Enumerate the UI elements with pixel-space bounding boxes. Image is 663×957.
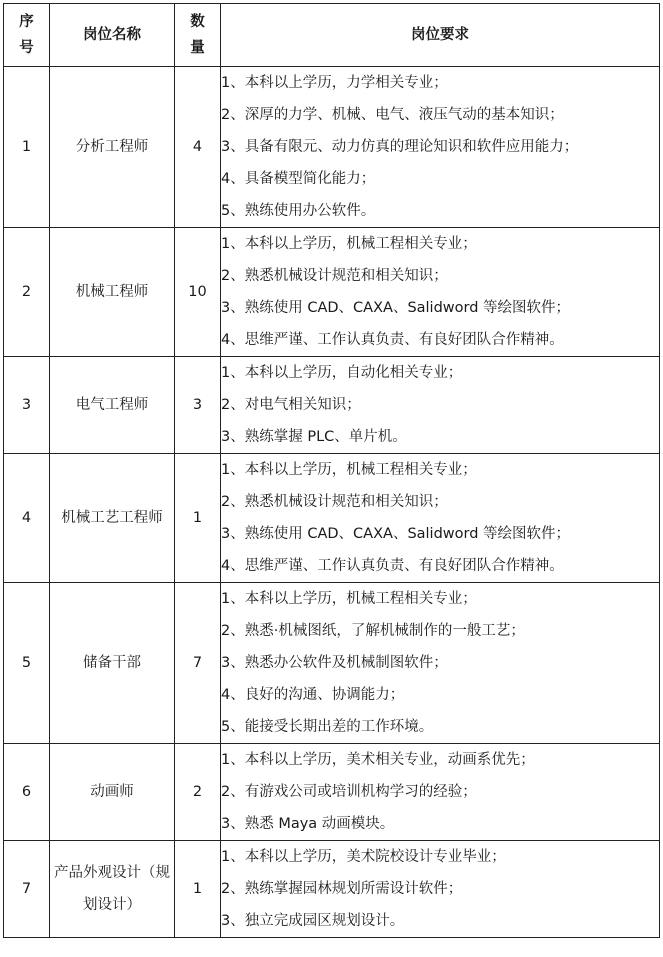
requirement-item: 1、本科以上学历，机械工程相关专业； bbox=[221, 591, 477, 607]
requirements-cell bbox=[221, 454, 660, 583]
requirement-item: 3、独立完成园区规划设计。 bbox=[221, 913, 405, 929]
requirement-item: 3、熟悉办公软件及机械制图软件； bbox=[221, 655, 448, 671]
table-row bbox=[4, 583, 660, 744]
headcount: 10 bbox=[175, 228, 221, 357]
requirement-item: 1、本科以上学历，力学相关专业； bbox=[221, 75, 448, 91]
table-row bbox=[4, 454, 660, 583]
requirement-item: 2、熟悉机械设计规范和相关知识； bbox=[221, 494, 448, 510]
row-number: 6 bbox=[4, 744, 50, 841]
table-row bbox=[4, 67, 660, 228]
header-requirements: 岗位要求 bbox=[221, 4, 660, 67]
row-number: 3 bbox=[4, 357, 50, 454]
requirement-item: 4、具备模型简化能力； bbox=[221, 171, 376, 187]
requirement-item: 3、熟练掌握 PLC、单片机。 bbox=[221, 429, 407, 445]
row-number: 2 bbox=[4, 228, 50, 357]
row-number: 7 bbox=[4, 841, 50, 938]
requirement-item: 1、本科以上学历，机械工程相关专业； bbox=[221, 236, 477, 252]
requirement-item: 2、熟悉·机械图纸，了解机械制作的一般工艺； bbox=[221, 623, 525, 639]
job-title: 机械工艺工程师 bbox=[50, 454, 175, 583]
job-title: 电气工程师 bbox=[50, 357, 175, 454]
requirement-item: 1、本科以上学历，美术院校设计专业毕业； bbox=[221, 849, 506, 865]
requirement-item: 2、熟练掌握园林规划所需设计软件； bbox=[221, 881, 463, 897]
job-title: 储备干部 bbox=[50, 583, 175, 744]
header-number: 序 号 bbox=[4, 4, 50, 67]
requirements-cell bbox=[221, 357, 660, 454]
requirements-cell bbox=[221, 228, 660, 357]
table-row bbox=[4, 357, 660, 454]
requirement-item: 1、本科以上学历，自动化相关专业； bbox=[221, 365, 463, 381]
requirement-item: 5、能接受长期出差的工作环境。 bbox=[221, 719, 434, 735]
headcount: 3 bbox=[175, 357, 221, 454]
requirement-item: 4、思维严谨、工作认真负责、有良好团队合作精神。 bbox=[221, 332, 564, 348]
job-title: 机械工程师 bbox=[50, 228, 175, 357]
requirement-item: 3、具备有限元、动力仿真的理论知识和软件应用能力； bbox=[221, 139, 579, 155]
job-title: 产品外观设计（规划设计） bbox=[50, 841, 175, 938]
requirements-cell bbox=[221, 67, 660, 228]
requirement-item: 5、熟练使用办公软件。 bbox=[221, 203, 376, 219]
row-number: 4 bbox=[4, 454, 50, 583]
headcount: 1 bbox=[175, 454, 221, 583]
requirement-item: 3、熟练使用 CAD、CAXA、Salidword 等绘图软件； bbox=[221, 300, 571, 316]
requirement-item: 3、熟悉 Maya 动画模块。 bbox=[221, 816, 395, 832]
headcount: 7 bbox=[175, 583, 221, 744]
requirement-item: 2、对电气相关知识； bbox=[221, 397, 361, 413]
headcount: 2 bbox=[175, 744, 221, 841]
job-title: 动画师 bbox=[50, 744, 175, 841]
job-title: 分析工程师 bbox=[50, 67, 175, 228]
requirement-item: 2、熟悉机械设计规范和相关知识； bbox=[221, 268, 448, 284]
row-number: 5 bbox=[4, 583, 50, 744]
requirement-item: 4、思维严谨、工作认真负责、有良好团队合作精神。 bbox=[221, 558, 564, 574]
requirement-item: 4、良好的沟通、协调能力； bbox=[221, 687, 405, 703]
row-number: 1 bbox=[4, 67, 50, 228]
headcount: 4 bbox=[175, 67, 221, 228]
requirement-item: 1、本科以上学历，美术相关专业，动画系优先； bbox=[221, 752, 535, 768]
requirements-cell bbox=[221, 744, 660, 841]
headcount: 1 bbox=[175, 841, 221, 938]
header-row bbox=[4, 4, 660, 67]
job-requirements-table bbox=[3, 3, 660, 938]
requirements-cell bbox=[221, 841, 660, 938]
table-row bbox=[4, 744, 660, 841]
requirement-item: 2、深厚的力学、机械、电气、液压气动的基本知识； bbox=[221, 107, 564, 123]
table-body bbox=[4, 67, 660, 938]
header-count: 数 量 bbox=[175, 4, 221, 67]
requirements-cell bbox=[221, 583, 660, 744]
requirement-item: 2、有游戏公司或培训机构学习的经验； bbox=[221, 784, 477, 800]
requirement-item: 1、本科以上学历，机械工程相关专业； bbox=[221, 462, 477, 478]
requirement-item: 3、熟练使用 CAD、CAXA、Salidword 等绘图软件； bbox=[221, 526, 571, 542]
table-row bbox=[4, 841, 660, 938]
table-row bbox=[4, 228, 660, 357]
header-title: 岗位名称 bbox=[50, 4, 175, 67]
